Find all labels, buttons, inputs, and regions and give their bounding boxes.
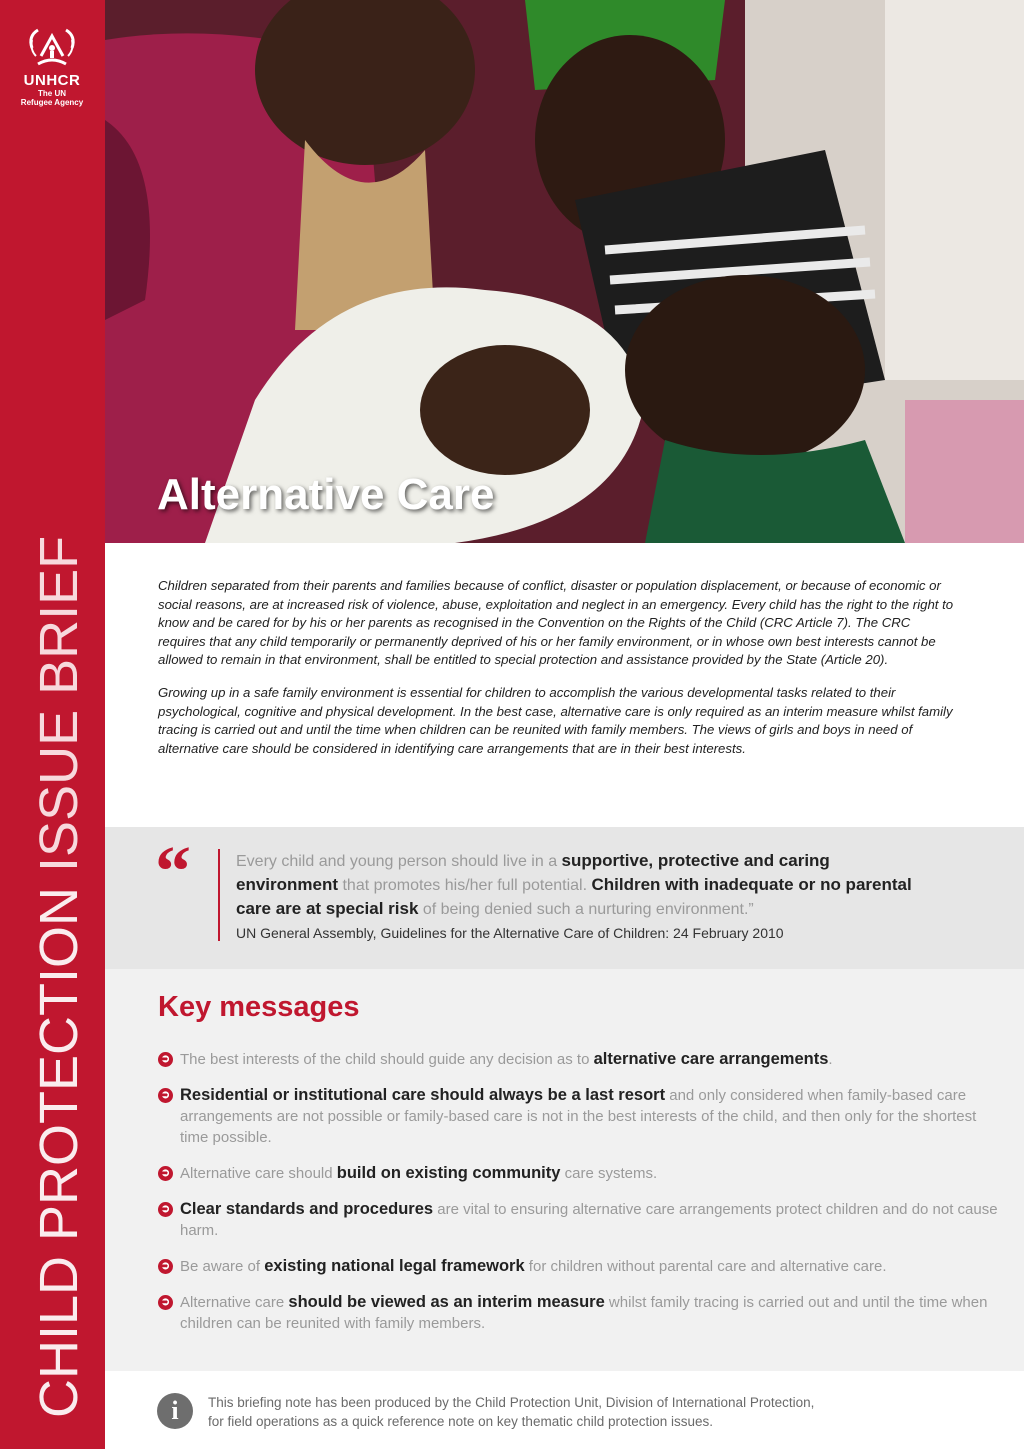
series-label-bold: CHILD PROTECTION xyxy=(29,886,89,1418)
arrow-bullet-icon: ➲ xyxy=(158,1088,173,1103)
hero-photo xyxy=(105,0,1024,543)
message-text: Alternative care xyxy=(180,1294,289,1311)
message-text: The best interests of the child should guide any decision as to xyxy=(180,1051,594,1068)
quote-part-1: Every child and young person should live in a xyxy=(236,853,562,870)
photo-illustration xyxy=(105,0,1024,543)
intro-paragraph-2: Growing up in a safe family environment is essential for children to accomplish the various developmental tasks related to their psychological, cognitive and physical development. In the best case, alternative care is only required as an interim measure whilst family tracing is carried out and until the time when children can be reunited with family members. The views of girls and boys in need of alternative care should be considered in identifying care arrangements that are in their best interests. xyxy=(158,684,953,756)
quote-section xyxy=(105,827,1024,969)
unhcr-logo xyxy=(10,26,94,107)
quote-text xyxy=(236,849,926,921)
intro-paragraph-1: Children separated from their parents and families because of conflict, disaster or population displacement, or because of economic or social reasons, are at increased risk of violence, abuse, exploitation and neglect in an emergency. Every child has the right to the right to know and be cared for by his or her parents as recognised in the Convention on the Rights of the Child (CRC Article 7). The CRC requires that any child temporarily or permanently deprived of his or her family environment, or in whose own best interests cannot be allowed to remain in that environment, shall be entitled to special protection and assistance provided by the State (Article 20). xyxy=(158,578,954,668)
list-item xyxy=(158,1256,998,1277)
list-item xyxy=(158,1085,998,1148)
message-text: care systems. xyxy=(560,1165,658,1182)
logo-name: UNHCR xyxy=(23,72,81,89)
arrow-bullet-icon: ➲ xyxy=(158,1295,173,1310)
quote-mark-icon: “ xyxy=(155,831,191,911)
info-icon: i xyxy=(157,1393,193,1429)
message-bold: Residential or institutional care should always be a last resort xyxy=(180,1086,666,1104)
message-text: Be aware of xyxy=(180,1258,265,1275)
key-messages-list xyxy=(158,1049,998,1349)
message-text: Alternative care should xyxy=(180,1165,337,1182)
list-item xyxy=(158,1292,998,1334)
footer-line-2: for field operations as a quick reference note on key thematic child protection issues. xyxy=(208,1414,714,1429)
series-label-light: ISSUE BRIEF xyxy=(29,535,89,887)
list-item xyxy=(158,1163,998,1184)
unhcr-emblem-icon xyxy=(24,26,80,70)
quote-divider xyxy=(218,849,220,941)
page-title: Alternative Care xyxy=(157,470,495,519)
message-text: . xyxy=(828,1051,833,1068)
series-label xyxy=(28,536,90,1418)
quote-source: UN General Assembly, Guidelines for the Alternative Care of Children: 24 February 2010 xyxy=(236,925,784,941)
footer-note xyxy=(105,1371,1024,1449)
arrow-bullet-icon: ➲ xyxy=(158,1259,173,1274)
message-bold: should be viewed as an interim measure xyxy=(288,1293,605,1311)
logo-line1: The UN xyxy=(38,89,66,98)
arrow-bullet-icon: ➲ xyxy=(158,1052,173,1067)
logo-line2: Refugee Agency xyxy=(20,98,84,107)
intro-text xyxy=(158,577,958,772)
message-text: are vital to ensuring alternative care arrangements protect children and do not cause harm. xyxy=(180,1201,998,1239)
message-bold: existing national legal framework xyxy=(264,1257,525,1275)
sidebar xyxy=(0,0,105,1449)
arrow-bullet-icon: ➲ xyxy=(158,1202,173,1217)
message-bold: build on existing community xyxy=(336,1164,561,1182)
quote-bold-2: Children with inadequate or no parental care are at special risk xyxy=(236,875,912,918)
message-text: whilst family tracing is carried out and until the time when children can be reunited with family members. xyxy=(180,1294,988,1332)
message-text: and only considered when family-based care arrangements are not possible or family-based care is not in the best interests of the child, and then only for the shortest time possible. xyxy=(180,1087,977,1146)
message-bold: Clear standards and procedures xyxy=(180,1200,434,1218)
message-text: for children without parental care and alternative care. xyxy=(524,1258,887,1275)
message-bold: alternative care arrangements xyxy=(593,1050,829,1068)
quote-bold-1: supportive, protective and caring environment xyxy=(236,851,830,894)
footer-line-1: This briefing note has been produced by the Child Protection Unit, Division of International Protection, xyxy=(208,1395,815,1410)
footer-text xyxy=(208,1393,968,1431)
quote-part-2: that promotes his/her full potential. xyxy=(338,877,592,894)
key-messages-section xyxy=(105,969,1024,1371)
list-item xyxy=(158,1049,998,1070)
quote-part-3: of being denied such a nurturing environment.” xyxy=(418,901,754,918)
arrow-bullet-icon: ➲ xyxy=(158,1166,173,1181)
key-messages-heading: Key messages xyxy=(158,991,360,1023)
list-item xyxy=(158,1199,998,1241)
